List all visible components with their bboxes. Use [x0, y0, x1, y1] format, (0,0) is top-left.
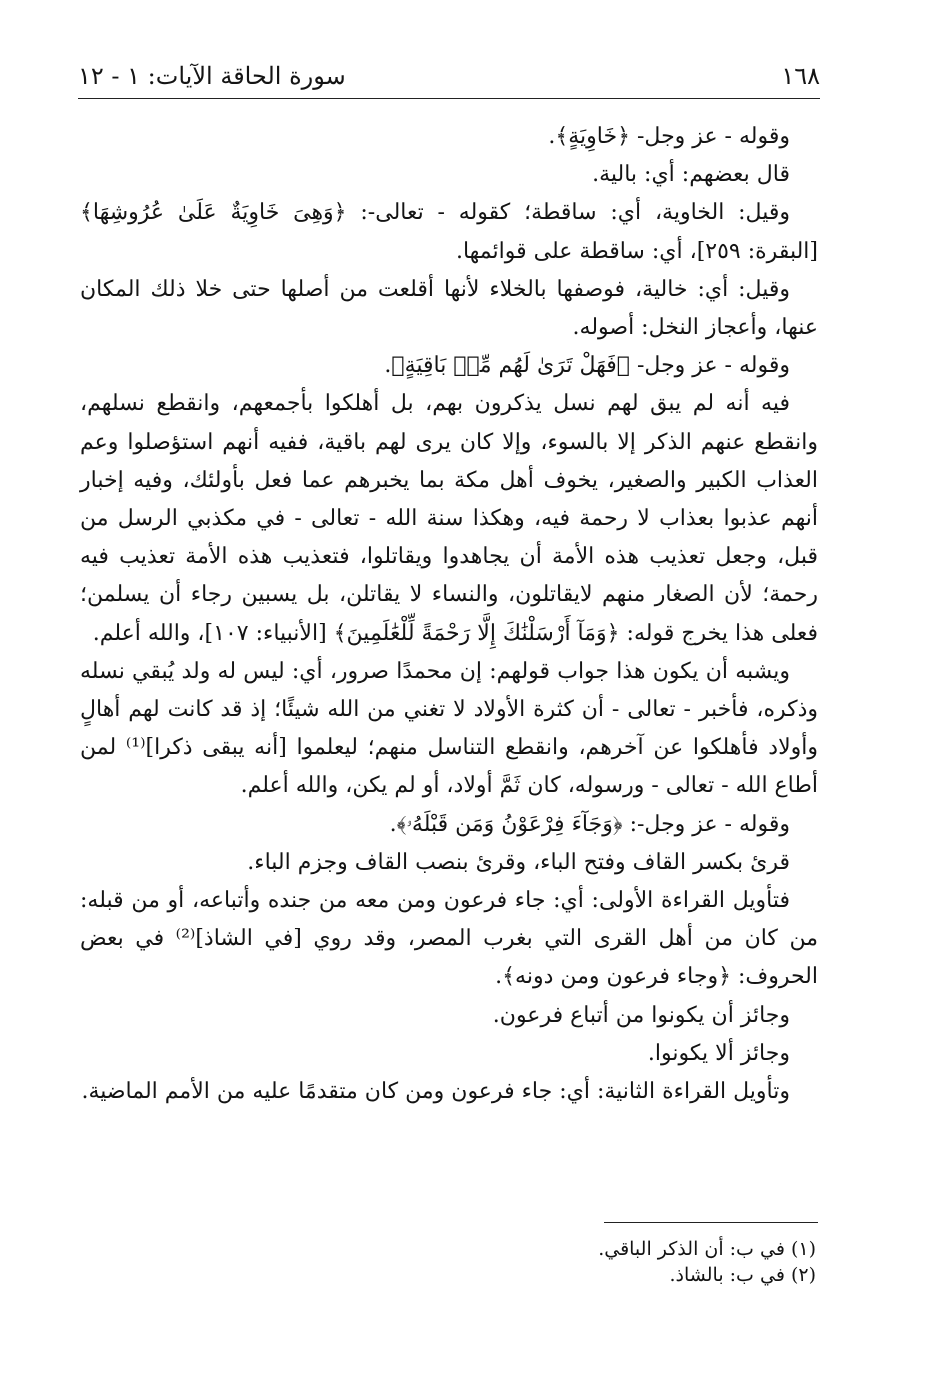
page-header	[78, 58, 820, 92]
body-text	[80, 118, 818, 1111]
paragraph: وقيل: أي: خالية، فوصفها بالخلاء لأنها أقلعت من أصلها حتى خلا ذلك المكان عنها، وأعجاز النخل: أصوله.	[80, 276, 818, 341]
footnote: (١) في ب: أن الذكر الباقي.	[598, 1238, 816, 1260]
running-title: سورة الحاقة الآيات: ١ - ١٢	[78, 62, 346, 90]
paragraph: وتأويل القراءة الثانية: أي: جاء فرعون ومن كان متقدمًا عليه من الأمم الماضية.	[81, 1079, 790, 1105]
paragraph: قال بعضهم: أي: بالية.	[592, 162, 790, 188]
page-number: ١٦٨	[781, 62, 820, 90]
paragraph: فتأويل القراءة الأولى: أي: جاء فرعون ومن معه من جنده وأتباعه، أو من قبله: من كان من أهل القرى التي بغرب المصر، وقد روي [في الشاذ]⁽²⁾ في بعض الحروف: ﴿وجاء فرعون ومن دونه﴾.	[80, 888, 819, 990]
paragraph: فيه أنه لم يبق لهم نسل يذكرون بهم، بل أهلكوا بأجمعهم، وانقطع نسلهم، وانقطع عنهم الذكر إلا بالسوء، وإلا كان يرى لهم باقية، ففيه أنهم استؤصلوا وعم العذاب الكبير والصغير، يخوف أهل مكة بما يخبرهم عما فعل بأولئك، وفيه إخبار أنهم عذبوا بعذاب لا رحمة فيه، وهكذا سنة الله - تعالى - في مكذبي الرسل من قبل، وجعل تعذيب هذه الأمة أن يجاهدوا ويقاتلوا، فتعذيب هذه الأمة تعذيب فيه رحمة؛ لأن الصغار منهم لايقاتلون، والنساء لا يقاتلن، بل يسبين رجاء أن يسلمن؛ فعلى هذا يخرج قوله: ﴿وَمَآ أَرْسَلْنَٰكَ إِلَّا رَحْمَةً لِّلْعَٰلَمِينَ﴾ [الأنبياء: ١٠٧]، والله أعلم.	[80, 391, 818, 646]
paragraph: قرئ بكسر القاف وفتح الباء، وقرئ بنصب القاف وجزم الباء.	[247, 849, 790, 875]
paragraph: وقوله - عز وجل-: ﴿وَجَآءَ فِرْعَوْنُ وَمَن قَبْلَهُۥ﴾.	[389, 811, 790, 837]
paragraph: وقيل: الخاوية، أي: ساقطة؛ كقوله - تعالى-: ﴿وَهِىَ خَاوِيَةٌ عَلَىٰ عُرُوشِهَا﴾ [البقرة: ٢٥٩]، أي: ساقطة على قوائمها.	[80, 200, 818, 264]
paragraph: ويشبه أن يكون هذا جواب قولهم: إن محمدًا صرور، أي: ليس له ولد يُبقي نسله وذكره، فأخبر - تعالى - أن كثرة الأولاد لا تغني من الله شيئًا؛ إذ قد كانت لهم أهالٍ وأولاد فأهلكوا عن آخرهم، وانقطع التناسل منهم؛ ليعلموا [أنه يبقى ذكرا]⁽¹⁾ لمن أطاع الله - تعالى - ورسوله، كان ثَمَّ أولاد، أو لم يكن، والله أعلم.	[80, 658, 818, 799]
paragraph: وقوله - عز وجل- ﴿فَهَلْ تَرَىٰ لَهُم مِّنۢ بَاقِيَةٍ﴾.	[384, 353, 790, 379]
footnote-divider	[604, 1222, 818, 1223]
header-divider	[78, 98, 820, 99]
footnotes	[80, 1236, 816, 1288]
paragraph: وجائز ألا يكونوا.	[647, 1040, 790, 1066]
footnote: (٢) في ب: بالشاذ.	[669, 1264, 816, 1286]
paragraph: وقوله - عز وجل- ﴿خَاوِيَةٍ﴾.	[548, 124, 790, 149]
paragraph: وجائز أن يكونوا من أتباع فرعون.	[492, 1002, 790, 1028]
